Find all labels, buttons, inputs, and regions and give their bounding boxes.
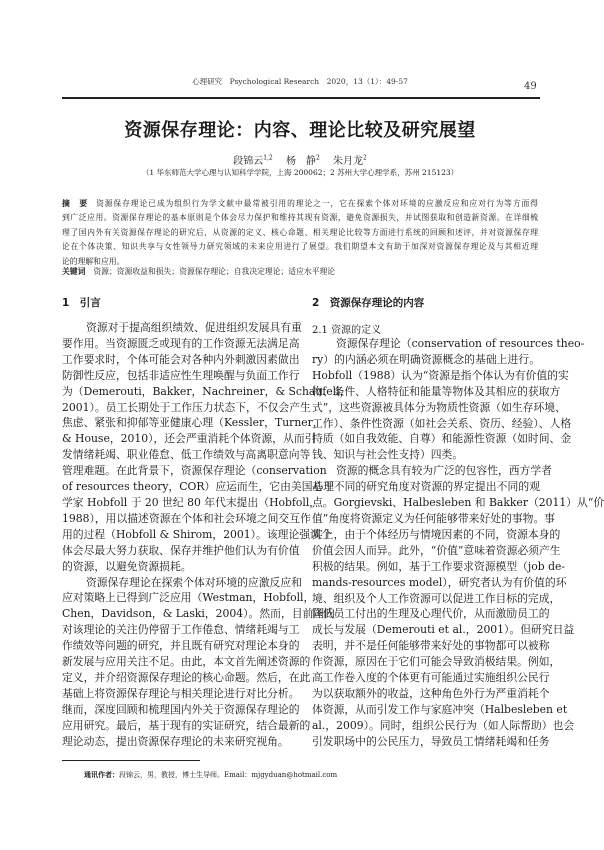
text-line: 引发职场中的公民压力，导致员工情绪耗竭和任务 bbox=[312, 734, 550, 748]
text-line: mands-resources model），研究者认为有价值的环 bbox=[312, 575, 567, 589]
author-list bbox=[0, 152, 600, 167]
subsection-heading: 2.1 资源的定义 bbox=[312, 325, 382, 336]
text-line: 应对策略上已得到广泛应用（Westman，Hobfoll， bbox=[62, 591, 315, 605]
running-head: 心理研究 Psychological Research 2020，13（1）：49-57 bbox=[192, 77, 408, 86]
text-line: 学家 Hobfoll 于 20 世纪 80 年代末提出（Hobfoll， bbox=[62, 495, 321, 509]
text-line: 基础上将资源保存理论与相关理论进行对比分析。 bbox=[62, 686, 300, 700]
text-line: 焦虑、紧张和抑郁等亚健康心理（Kessler，Turner， bbox=[62, 416, 324, 430]
text-line: 资源对于提高组织绩效、促进组织发展具有重 bbox=[86, 321, 302, 334]
text-line: Hobfoll（1988）认为“资源是指个体认为有价值的实 bbox=[312, 368, 569, 382]
abstract bbox=[62, 197, 538, 269]
section-heading-content: 2 资源保存理论的内容 bbox=[312, 297, 425, 309]
text-line: 的资源，以避免资源损耗。 bbox=[62, 559, 192, 573]
text-line: 对该理论的关注仍停留于工作倦怠、情绪耗竭与工 bbox=[62, 623, 300, 637]
text-line: 工作）、条件性资源（如社会关系、资历、经验）、人格 bbox=[312, 416, 572, 430]
header-rule bbox=[62, 97, 540, 99]
text-line: 新发展与应用关注不足。由此，本文首先阐述资源的 bbox=[62, 655, 311, 669]
text-line: 成长与发展（Demerouti et al.，2001）。但研究日益 bbox=[312, 623, 575, 637]
author: 段锦云$^{1,2}$ bbox=[233, 154, 273, 167]
author: 朱月龙$^2$ bbox=[332, 154, 367, 167]
text-line: 值”角度将资源定义为任何能够带来好处的事物。事 bbox=[312, 511, 556, 525]
keywords bbox=[62, 266, 538, 277]
text-line: 用的过程（Hobfoll & Shirom，2001）。该理论强调个 bbox=[62, 527, 332, 541]
text-line: 为以获取额外的收益，这种角色外行为严重消耗个 bbox=[312, 686, 550, 700]
footnote-label: 通讯作者： bbox=[84, 771, 119, 779]
text-line: 实上，由于个体经历与情境因素的不同，资源本身的 bbox=[312, 527, 561, 541]
text-line: Chen，Davidson，& Laski，2004）。然而，目前国内 bbox=[62, 607, 335, 621]
text-line: 理论动态，提出资源保存理论的未来研究视角。 bbox=[62, 734, 289, 748]
abstract-line: 到广泛应用。资源保存理论的基本原则是个体会尽力保护和维持其现有资源，避免资源损失，并试图获取和创造新资源。在详细梳 bbox=[62, 213, 538, 223]
abstract-line: 理了国内外有关资源保存理论的研究后，从资源的定义、核心命题、相关理论比较等方面进行系统的回顾和述评，并对资源保存理 bbox=[62, 227, 538, 237]
text-line: 资源保存理论（conservation of resources theo- bbox=[336, 337, 585, 350]
footnote-rule bbox=[62, 760, 200, 761]
paper-title: 资源保存理论：内容、理论比较及研究展望 bbox=[124, 120, 476, 141]
author: 杨 静$^2$ bbox=[285, 154, 320, 167]
text-line: 定义，并介绍资源保存理论的核心命题。然后，在此 bbox=[62, 670, 311, 684]
keywords-text: 资源；资源收益和损失；资源保存理论；自我决定理论；适应水平理论 bbox=[93, 267, 336, 276]
text-line: 要作用。当资源匮乏或现有的工作资源无法满足高 bbox=[62, 336, 300, 350]
text-line: 继而，深度回顾和梳理国内外关于资源保存理论的 bbox=[62, 702, 300, 716]
text-line: 钱、知识与社会性支持）四类。 bbox=[312, 448, 464, 462]
section-body bbox=[312, 336, 604, 750]
page-number: 49 bbox=[524, 81, 537, 92]
text-line: 价值会因人而异。此外，“价值”意味着资源必须产生 bbox=[312, 543, 561, 557]
text-line: 资源的概念具有较为广泛的包容性，西方学者 bbox=[336, 464, 552, 478]
text-line: 发情绪耗竭、职业倦怠、低工作绩效与高离职意向等 bbox=[62, 448, 311, 462]
text-line: of resources theory，COR）应运而生，它由美国心理 bbox=[62, 480, 335, 494]
text-line: 积极的结果。例如，基于工作要求资源模型（job de- bbox=[312, 559, 566, 573]
text-line: 管理难题。在此背景下，资源保存理论（conservation bbox=[62, 464, 327, 478]
abstract-label: 摘 要 bbox=[62, 199, 89, 208]
text-line: 工作要求时，个体可能会对各种内外刺激因素做出 bbox=[62, 352, 300, 366]
text-line: 表明，并不是任何能够带来好处的事物都可以被称 bbox=[312, 639, 550, 653]
text-line: 作绩效等问题的研究，并且既有研究对理论本身的 bbox=[62, 639, 300, 653]
text-line: al.，2009）。同时，组织公民行为（如人际帮助）也会 bbox=[312, 718, 575, 732]
text-line: 物、条件、人格特征和能量等物体及其相应的获取方 bbox=[312, 384, 561, 398]
abstract-line: 论的理解和应用。 bbox=[62, 256, 125, 266]
text-line: 式”，这些资源被具体分为物质性资源（如生存环境、 bbox=[312, 400, 566, 414]
abstract-line: 摘 要 资源保存理论已成为组织行为学文献中最常被引用的理论之一，它在探索个体对环境的应激反应和应对行为等方面得 bbox=[62, 199, 539, 208]
text-line: 点。Gorgievski、Halbesleben 和 Bakker（2011）从“价 bbox=[312, 496, 604, 510]
text-line: 应用研究。最后，基于现有的实证研究，结合最新的 bbox=[62, 718, 311, 732]
text-line: 2001）。员工长期处于工作压力状态下，不仅会产生 bbox=[62, 400, 311, 414]
text-line: 1988），用以描述资源在个体和社会环境之间交互作 bbox=[62, 511, 311, 525]
text-line: ry）的内涵必须在明确资源概念的基础上进行。 bbox=[312, 352, 540, 366]
affiliation: （1 华东师范大学心理与认知科学学院，上海 200062；2 苏州大学心理学系，苏州 215123） bbox=[141, 168, 459, 177]
text-line: 境、组织及个人工作资源可以促进工作目标的完成， bbox=[312, 591, 561, 605]
text-line: 降低员工付出的生理及心理代价，从而激励员工的 bbox=[312, 607, 550, 621]
text-line: 基于不同的研究角度对资源的界定提出不同的观 bbox=[312, 480, 540, 494]
section-heading-introduction: 1 引言 bbox=[62, 297, 101, 309]
footnote bbox=[84, 770, 337, 780]
abstract-line: 论在个体决策、知识共享与女性领导力研究领域的未来应用进行了展望。我们期望本文有助于加深对资源保存理论及与其相近理 bbox=[62, 242, 538, 252]
footnote-text: 段锦云，男，教授，博士生导师。Email：mjgyduan@hotmail.com bbox=[119, 771, 338, 779]
keywords-label: 关键词 bbox=[62, 267, 86, 276]
text-line: & House，2010），还会严重消耗个体资源，从而引 bbox=[62, 432, 316, 446]
text-line: 体会尽最大努力获取、保存并维护他们认为有价值 bbox=[62, 543, 300, 557]
text-line: 为（Demerouti，Bakker，Nachreiner，& Schaufeli， bbox=[62, 384, 351, 398]
text-line: 资源保存理论在探索个体对环境的应激反应和 bbox=[86, 575, 302, 589]
text-line: 体资源，从而引发工作与家庭冲突（Halbesleben et bbox=[312, 702, 568, 716]
text-line: 高工作卷入度的个体更有可能通过实施组织公民行 bbox=[312, 671, 550, 685]
text-line: 防御性反应，包括非适应性生理唤醒与负面工作行 bbox=[62, 368, 300, 382]
text-line: 特质（如自我效能、自尊）和能源性资源（如时间、金 bbox=[312, 432, 572, 446]
text-line: 作资源，原因在于它们可能会导致消极结果。例如， bbox=[312, 655, 561, 669]
